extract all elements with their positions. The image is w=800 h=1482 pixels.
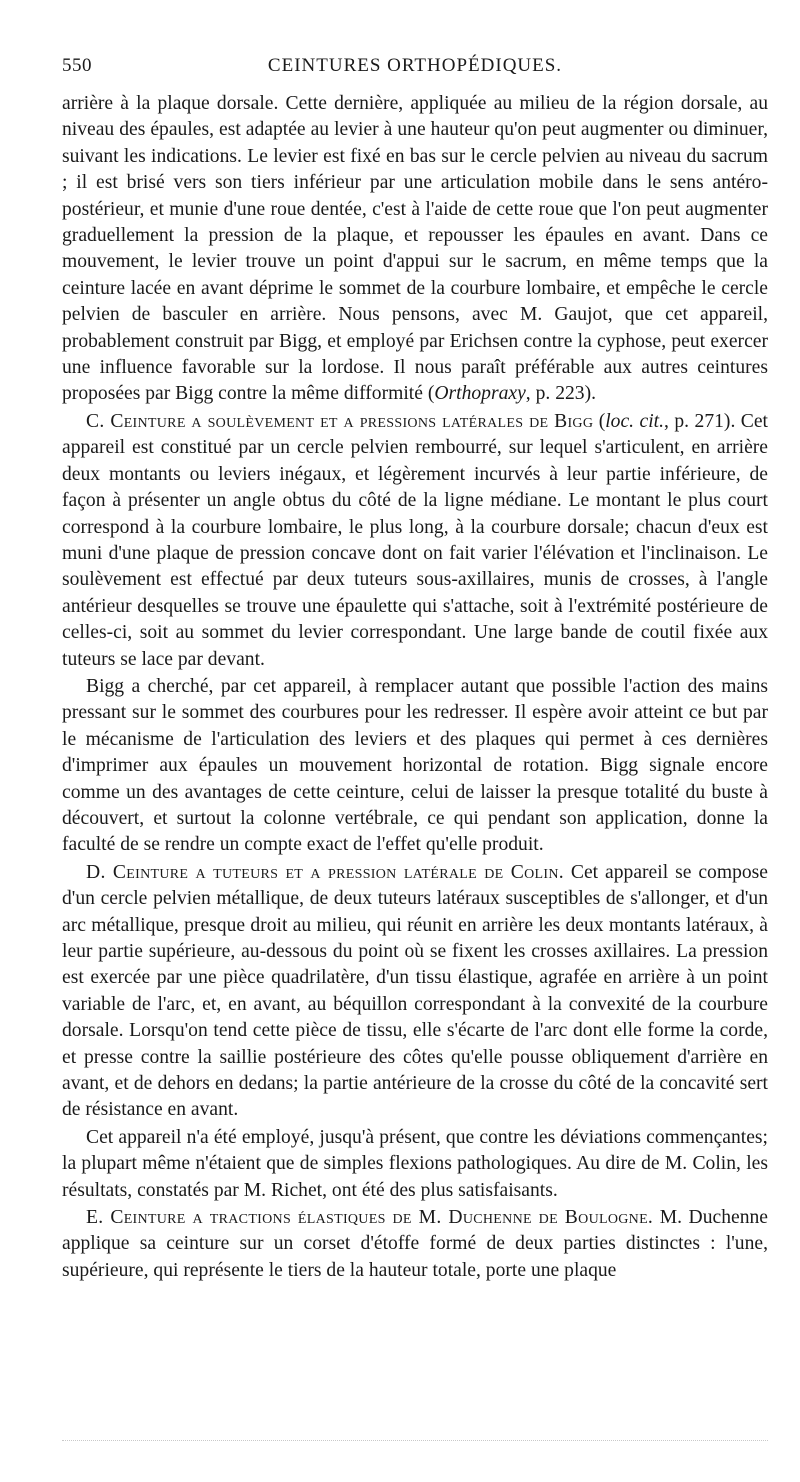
section-heading: D. Ceinture a tuteurs et a pression latérale de Colin. xyxy=(86,861,564,883)
paragraph: Bigg a cherché, par cet appareil, à remplacer autant que possible l'action des mains pressant sur le sommet des courbures pour les redresser. Il espère avoir atteint ce but par le mécanisme de l'articulation des leviers et des plaques qui permet à ces dernières d'imprimer aux épaules un mouvement horizontal de rotation. Bigg signale encore comme un des avantages de cette ceinture, celui de laisser la presque totalité du buste à découvert, et surtout la colonne vertébrale, ce qui pendant son application, donne la faculté de se rendre un compte exact de l'effet qu'elle produit. xyxy=(62,675,768,856)
page-header xyxy=(62,55,768,91)
page-bottom-rule xyxy=(62,1440,768,1442)
book-page xyxy=(62,55,768,1284)
page-body xyxy=(62,91,768,1284)
page-number: 550 xyxy=(62,55,92,76)
section-heading: E. Ceinture a tractions élastiques de M. Duchenne de Boulogne. xyxy=(86,1207,654,1229)
paragraph: Cet appareil n'a été employé, jusqu'à présent, que contre les déviations commençantes; la plupart même n'étaient que de simples flexions pathologiques. Au dire de M. Colin, les résultats, constatés par M. Richet, ont été des plus satisfaisants. xyxy=(62,1126,768,1201)
running-title: CEINTURES ORTHOPÉDIQUES. xyxy=(267,55,563,76)
section-e: E. Ceinture a tractions élastiques de M. Duchenne de Boulogne. M. Duchenne applique sa ceinture sur un corset d'étoffe formé de deux parties distinctes : l'une, supérieure, qui représente le tiers de la hauteur totale, porte une plaque xyxy=(62,1207,768,1281)
paragraph: arrière à la plaque dorsale. Cette dernière, appliquée au milieu de la région dorsale, au niveau des épaules, est adaptée au levier à une hauteur qu'on peut augmenter ou diminuer, suivant les indications. Le levier est fixé en bas sur le cercle pelvien au niveau du sacrum ; il est brisé vers son tiers inférieur par une articulation mobile dans le sens antéro-postérieur, et munie d'une roue dentée, c'est à l'aide de cette roue que l'on peut augmenter graduellement la pression de la plaque, et repousser les épaules en avant. Dans ce mouvement, le levier trouve un point d'appui sur le sacrum, en même temps que la ceinture lacée en avant déprime le sommet de la courbure lombaire, et empêche le cercle pelvien de basculer en arrière. Nous pensons, avec M. Gaujot, que cet appareil, probablement construit par Bigg, et employé par Erichsen contre la cyphose, peut exercer une influence favorable sur la lordose. Il nous paraît préférable aux autres ceintures proposées par Bigg contre la même difformité (Orthopraxy, p. 223). xyxy=(62,93,768,405)
book-reference: Orthopraxy xyxy=(434,383,526,405)
section-c: C. Ceinture a soulèvement et a pressions latérales de Bigg (loc. cit., p. 271). Cet appareil est constitué par un cercle pelvien rembourré, sur lequel s'articulent, en arrière deux montants ou leviers inégaux, et légèrement incurvés à leur partie inférieure, de façon à présenter un angle obtus du côté de la ligne médiane. Le montant le plus court correspond à la courbure lombaire, le plus long, à la courbure dorsale; chacun d'eux est muni d'une plaque de pression concave dont on fait varier l'élévation et l'inclinaison. Le soulèvement est effectué par deux tuteurs sous-axillaires, munis de crosses, à l'angle antérieur desquelles se trouve une épaulette qui s'attache, soit à l'extrémité postérieure de celles-ci, soit au sommet du levier correspondant. Une large bande de coutil fixée aux tuteurs se lace par devant. xyxy=(62,410,769,670)
citation: loc. cit. xyxy=(605,410,665,432)
section-d: D. Ceinture a tuteurs et a pression latérale de Colin. Cet appareil se compose d'un cercle pelvien métallique, de deux tuteurs latéraux susceptibles de s'allonger, et d'un arc métallique, presque droit au milieu, qui réunit en arrière les deux montants latéraux, à leur partie supérieure, au-dessous du point où se fixent les crosses axillaires. La pression est exercée par une pièce quadrilatère, d'un tissu élastique, agrafée en arrière à un point variable de l'arc, et, en avant, au béquillon correspondant à la convexité de la courbure dorsale. Lorsqu'on tend cette pièce de tissu, elle s'écarte de l'arc dont elle forme la corde, et presse contre la saillie postérieure des côtes qu'elle pousse obliquement d'arrière en avant, et de dehors en dedans; la partie antérieure de la crosse du côté de la concavité sert de résistance en avant. xyxy=(62,861,768,1121)
section-heading: C. Ceinture a soulèvement et a pressions latérales de Bigg xyxy=(86,410,594,432)
